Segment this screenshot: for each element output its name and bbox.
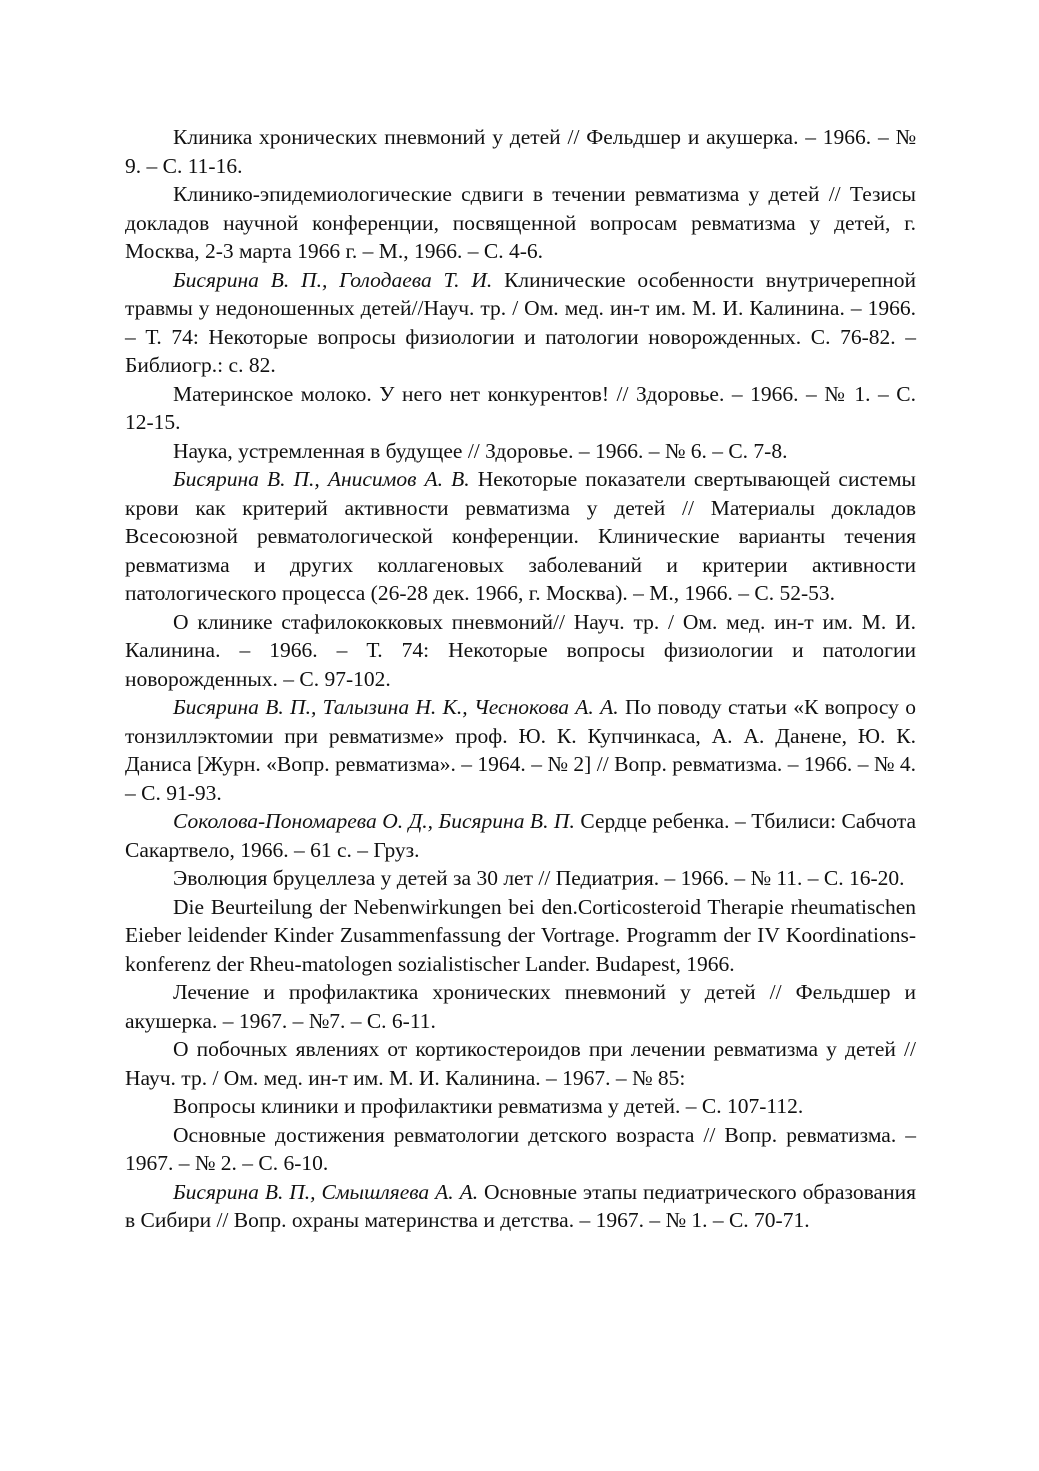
entry-authors: Бисярина В. П., Талызина Н. К., Чеснокова А. А.: [173, 695, 619, 719]
entry-text: Die Beurteilung der Nebenwirkungen bei den.Corticosteroid Therapie rheumatischen Eieber leidender Kinder Zusammenfassung der Vortrage. Programm der IV Koordinations-konferenz der Rheu-matologen sozialistischer Lander. Budapest, 1966.: [125, 894, 916, 976]
entry-authors: Соколова-Пономарева О. Д., Бисярина В. П.: [173, 809, 575, 833]
entry-text: О побочных явлениях от кортикостероидов при лечении ревматизма у детей // Науч. тр. / Ом. мед. ин-т им. М. И. Калинина. – 1967. – № 85:: [125, 1037, 916, 1090]
bibliography-entry: [125, 1121, 916, 1178]
entry-text: Клиника хронических пневмоний у детей // Фельдшер и акушерка. – 1966. – № 9. – С. 11-16.: [125, 125, 916, 178]
entry-text: Лечение и профилактика хронических пневмоний у детей // Фельдшер и акушерка. – 1967. – №7. – С. 6-11.: [125, 980, 916, 1033]
bibliography-entry: [125, 893, 916, 979]
bibliography-entry: [125, 180, 916, 266]
entry-text: Клинико-эпидемиологические сдвиги в течении ревматизма у детей // Тезисы докладов научной конференции, посвященной вопросам ревматизма у детей, г. Москва, 2-3 марта 1966 г. – М., 1966. – С. 4-6.: [125, 182, 916, 263]
entry-text: Основные достижения ревматологии детского возраста // Вопр. ревматизма. – 1967. – № 2. – С. 6-10.: [125, 1122, 916, 1175]
entry-text: Вопросы клиники и профилактики ревматизма у детей. – С. 107-112.: [173, 1094, 804, 1118]
entry-text: О клинике стафилококковых пневмоний// Науч. тр. / Ом. мед. ин-т им. М. И. Калинина. – 1966. – Т. 74: Некоторые вопросы физиологии и патологии новорожденных. – С. 97-102.: [125, 609, 916, 691]
bibliography-entry: [125, 1035, 916, 1092]
entry-authors: Бисярина В. П., Смышляева А. А.: [173, 1179, 479, 1204]
entry-text: Наука, устремленная в будущее // Здоровье. – 1966. – № 6. – С. 7-8.: [173, 438, 788, 463]
bibliography-entry: [125, 978, 916, 1035]
bibliography-entry: [125, 123, 916, 180]
entry-text: Сердце ребенка. – Тбилиси: Сабчота Сакартвело, 1966. – 61 с. – Груз.: [125, 809, 917, 862]
bibliography-entry: [125, 465, 916, 608]
bibliography-entry: [125, 864, 916, 893]
entry-text: Клинические особенности внутричерепной травмы у недоношенных детей//Науч. тр. / Ом. мед. ин-т им. М. И. Калинина. – 1966. – Т. 74: Некоторые вопросы физиологии и патологии новорожденных. С. 76-82. – Библиогр.: с. 82.: [125, 267, 916, 377]
entry-text: Эволюция бруцеллеза у детей за 30 лет // Педиатрия. – 1966. – № 11. – С. 16-20.: [173, 866, 905, 890]
bibliography-entry: [125, 807, 916, 864]
bibliography-entry: [125, 266, 916, 380]
bibliography-entry: [125, 693, 916, 807]
bibliography-entry: [125, 608, 916, 694]
entry-authors: Бисярина В. П., Голодаева Т. И.: [173, 267, 493, 292]
bibliography-entry: [125, 1092, 916, 1121]
entry-text: Материнское молоко. У него нет конкурентов! // Здоровье. – 1966. – № 1. – С. 12-15.: [125, 381, 916, 434]
entry-authors: Бисярина В. П., Анисимов А. В.: [173, 467, 470, 491]
bibliography-entry: [125, 437, 916, 466]
entry-text: По поводу статьи «К вопросу о тонзиллэктомии при ревматизме» проф. Ю. К. Купчинкаса, А. А. Данене, Ю. К. Даниса [Журн. «Вопр. ревматизма». – 1964. – № 2] // Вопр. ревматизма. – 1966. – № 4. – С. 91-93.: [125, 695, 916, 805]
bibliography-entry: [125, 1178, 916, 1235]
entry-text: Некоторые показатели свертывающей системы крови как критерий активности ревматизма у детей // Материалы докладов Всесоюзной ревматологической конференции. Клинические варианты течения ревматизма и других коллагеновых заболеваний и критерии активности патологического процесса (26-28 дек. 1966, г. Москва). – М., 1966. – С. 52-53.: [125, 467, 916, 605]
entry-text: Основные этапы педиатрического образования в Сибири // Вопр. охраны материнства и детства. – 1967. – № 1. – С. 70-71.: [125, 1179, 916, 1232]
bibliography-entry: [125, 380, 916, 437]
bibliography-page: [125, 123, 916, 1235]
